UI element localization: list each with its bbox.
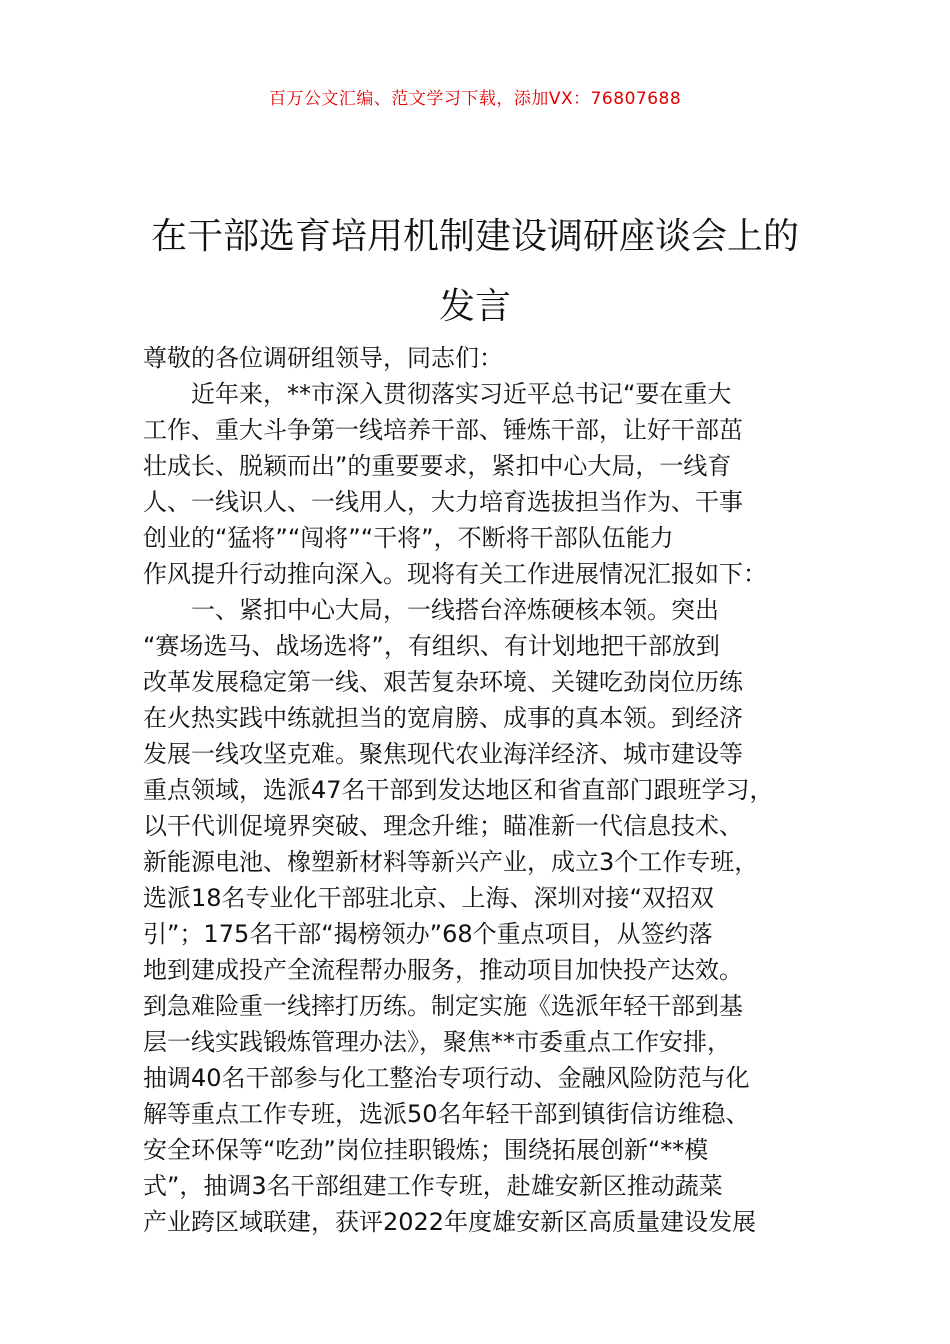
paragraph-line: 安全环保等“吃劲”岗位挂职锻炼；围绕拓展创新“**模 xyxy=(143,1136,709,1164)
document-title xyxy=(100,202,850,342)
paragraph-line: 地到建成投产全流程帮办服务，推动项目加快投产达效。 xyxy=(143,956,743,984)
watermark-text: 百万公文汇编、范文学习下载，添加VX：76807688 xyxy=(268,89,682,109)
paragraph-line: 发展一线攻坚克难。聚焦现代农业海洋经济、城市建设等 xyxy=(143,740,743,768)
paragraph-line: 近年来，**市深入贯彻落实习近平总书记“要在重大 xyxy=(191,380,732,408)
paragraph-line: 作风提升行动推向深入。现将有关工作进展情况汇报如下： xyxy=(143,560,767,588)
paragraph-line: 创业的“猛将”“闯将”“干将”，不断将干部队伍能力 xyxy=(143,524,674,552)
paragraph-line: 工作、重大斗争第一线培养干部、锤炼干部，让好干部茁 xyxy=(143,416,743,444)
paragraph-line: 解等重点工作专班，选派50名年轻干部到镇街信访维稳、 xyxy=(143,1100,750,1128)
paragraph-line: 选派18名专业化干部驻北京、上海、深圳对接“双招双 xyxy=(143,884,714,912)
paragraph-line: 产业跨区域联建，获评2022年度雄安新区高质量建设发展 xyxy=(143,1208,757,1236)
title-line-1: 在干部选育培用机制建设调研座谈会上的 xyxy=(150,216,799,258)
section-heading-line: 一、紧扣中心大局，一线搭台淬炼硬核本领。突出 xyxy=(191,596,719,624)
paragraph-line: 在火热实践中练就担当的宽肩膀、成事的真本领。到经济 xyxy=(143,704,743,732)
paragraph-line: 改革发展稳定第一线、艰苦复杂环境、关键吃劲岗位历练 xyxy=(143,668,743,696)
title-line-2: 发言 xyxy=(438,286,511,328)
paragraph-line: 到急难险重一线摔打历练。制定实施《选派年轻干部到基 xyxy=(143,992,743,1020)
paragraph-line: 抽调40名干部参与化工整治专项行动、金融风险防范与化 xyxy=(143,1064,750,1092)
paragraph-line: 式”，抽调3名干部组建工作专班，赴雄安新区推动蔬菜 xyxy=(143,1172,723,1200)
paragraph-line: 引”；175名干部“揭榜领办”68个重点项目，从签约落 xyxy=(143,920,713,948)
salutation-line: 尊敬的各位调研组领导，同志们： xyxy=(143,344,503,372)
paragraph-line: 壮成长、脱颖而出”的重要要求，紧扣中心大局，一线育 xyxy=(143,452,732,480)
paragraph-line: 以干代训促境界突破、理念升维；瞄准新一代信息技术、 xyxy=(143,812,743,840)
paragraph-line: 人、一线识人、一线用人，大力培育选拔担当作为、干事 xyxy=(143,488,743,516)
paragraph-line: “赛场选马、战场选将”，有组织、有计划地把干部放到 xyxy=(143,632,720,660)
paragraph-line: 重点领域，选派47名干部到发达地区和省直部门跟班学习， xyxy=(143,776,774,804)
paragraph-line: 层一线实践锻炼管理办法》，聚焦**市委重点工作安排， xyxy=(143,1028,731,1056)
paragraph-line: 新能源电池、橡塑新材料等新兴产业，成立3个工作专班， xyxy=(143,848,759,876)
